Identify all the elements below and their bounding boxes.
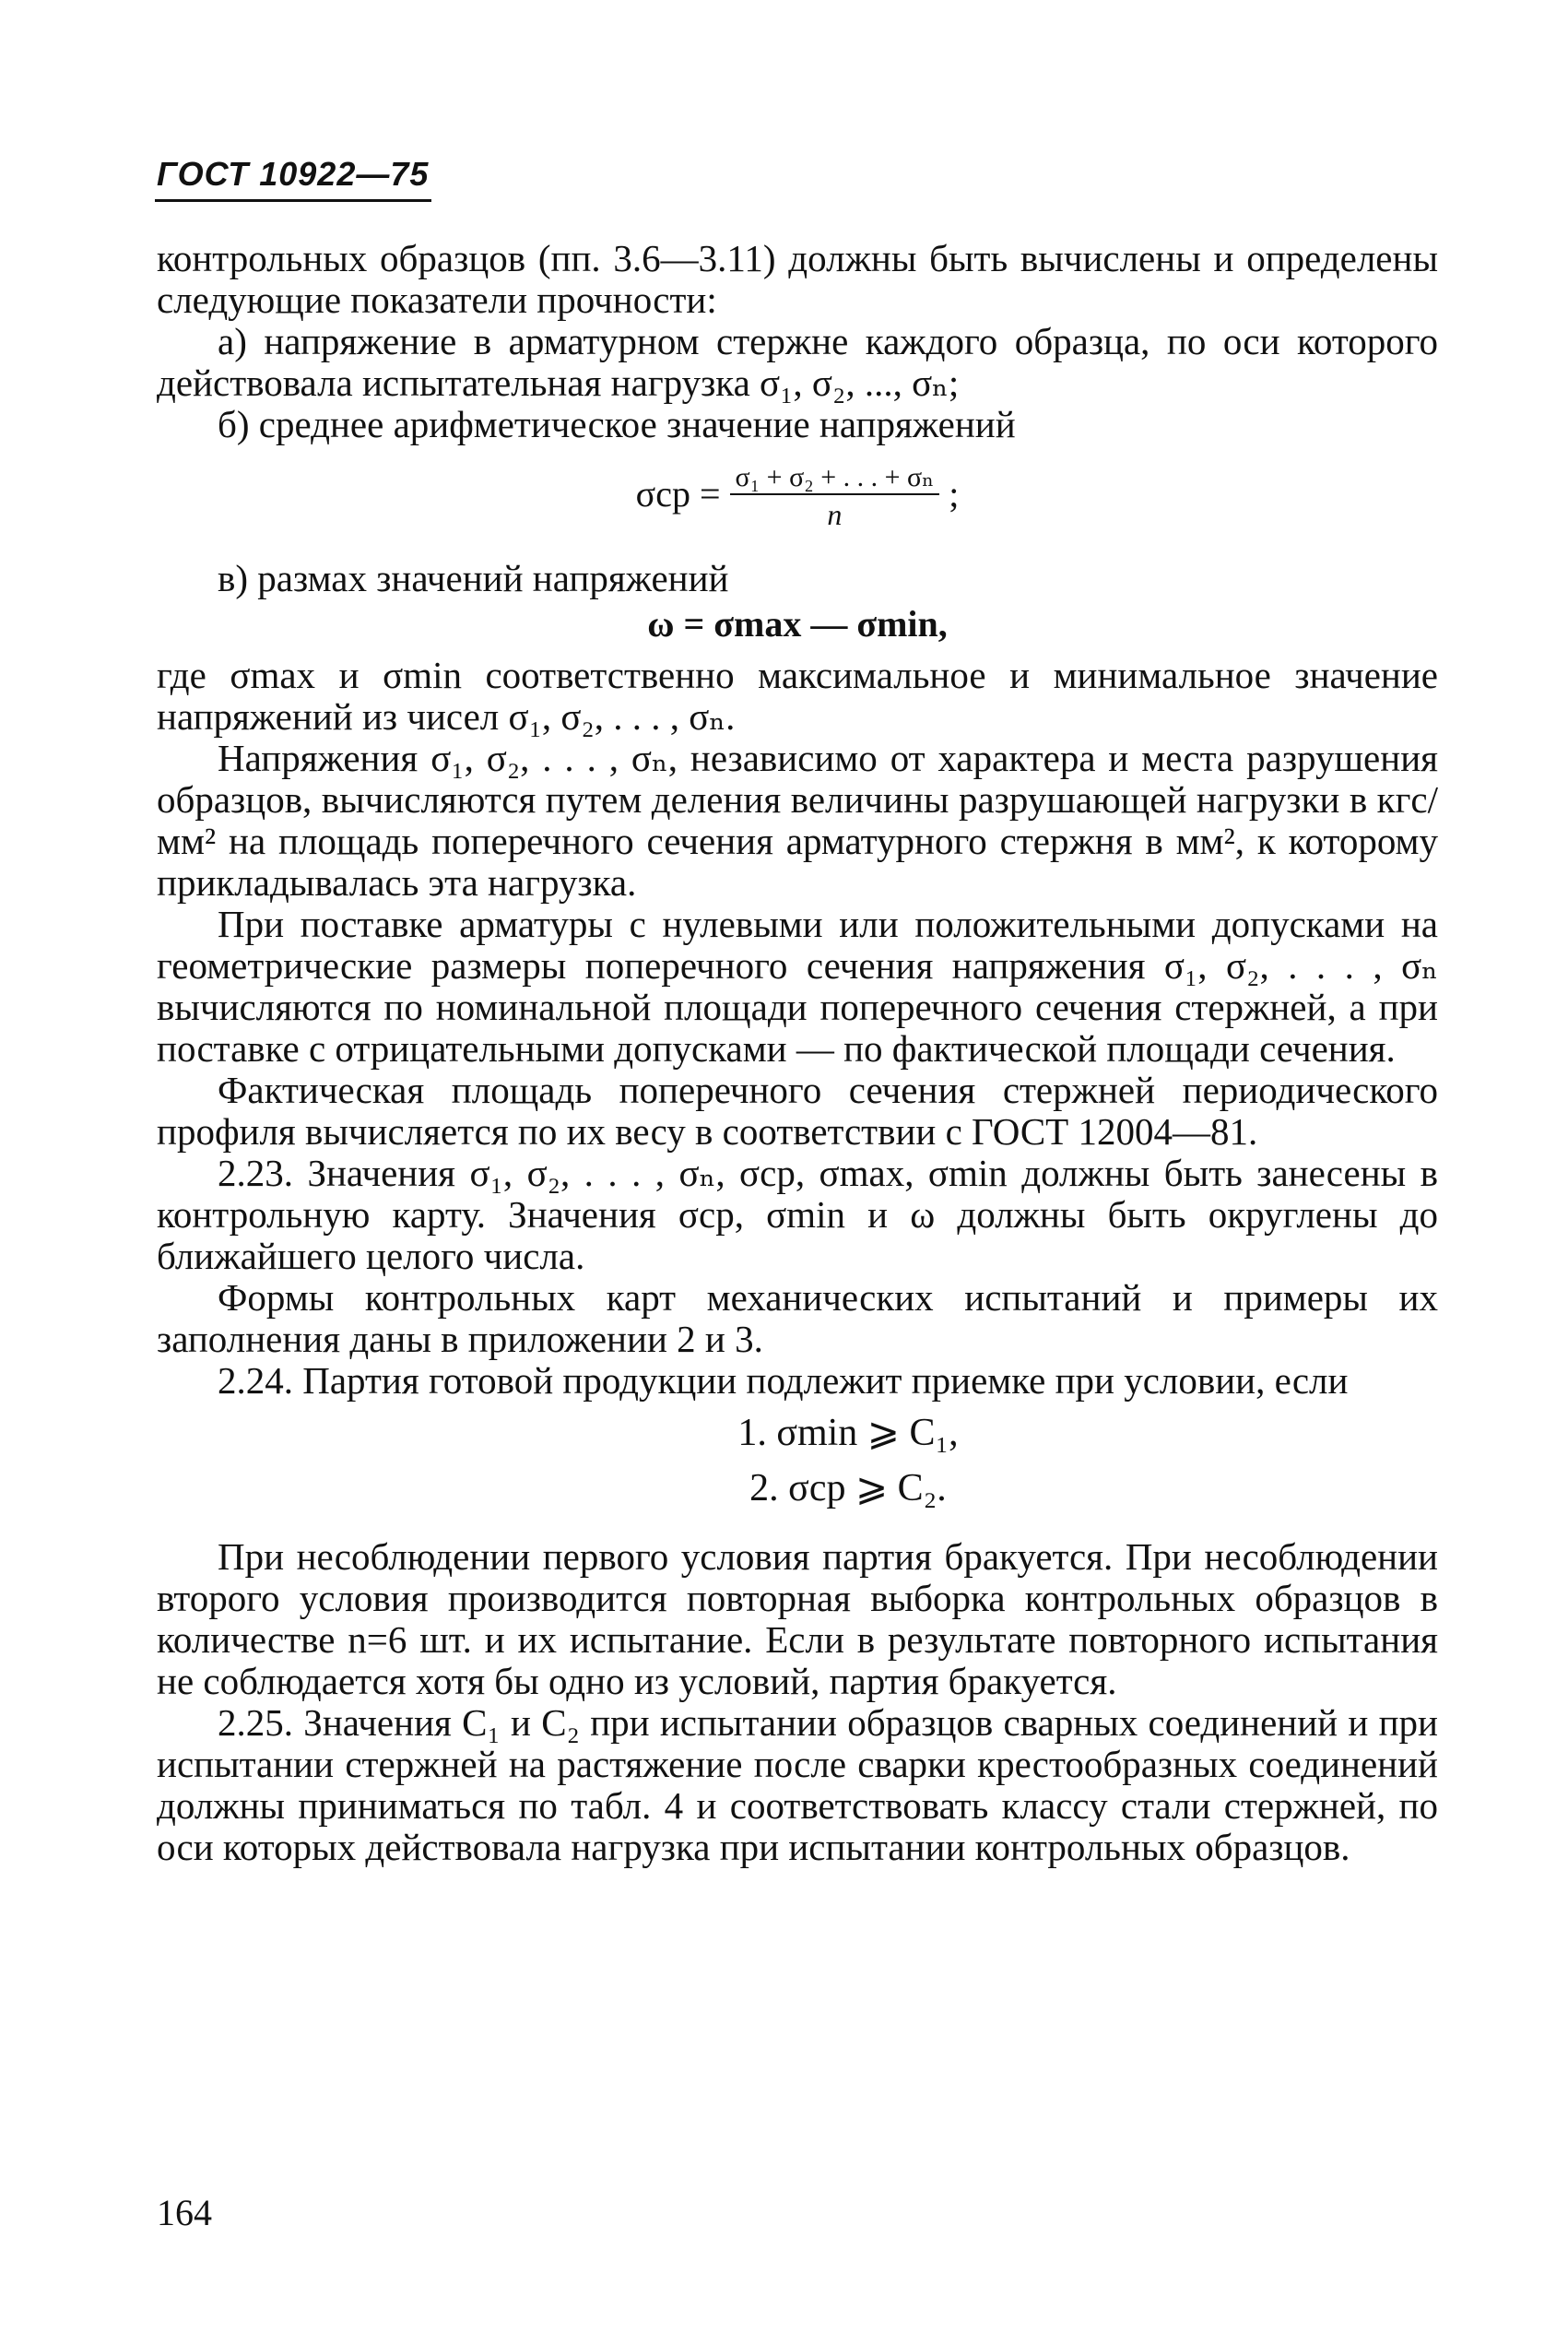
condition-1: 1. σmin ⩾ C₁, bbox=[737, 1412, 959, 1454]
condition-2: 2. σср ⩾ C₂. bbox=[749, 1467, 947, 1509]
formula-mean-stress bbox=[157, 462, 1438, 534]
formula-denominator: n bbox=[827, 498, 843, 531]
header-rule bbox=[155, 199, 431, 202]
paragraph: в) размах значений напряжений bbox=[218, 557, 729, 599]
paragraph: а) напряжение в арматурном стержне каждого образца, по оси которого действовала испытательная нагрузка σ₁, σ₂, ..., σₙ; bbox=[157, 320, 1438, 404]
paragraph: б) среднее арифметическое значение напряжений bbox=[218, 403, 1016, 445]
formula-fraction bbox=[730, 462, 940, 534]
page-number: 164 bbox=[157, 2192, 212, 2233]
formula-end: ; bbox=[949, 473, 960, 515]
paragraph: 2.23. Значения σ₁, σ₂, . . . , σₙ, σср, σmax, σmin должны быть занесены в контрольную карту. Значения σср, σmin и ω должны быть округлены до ближайшего целого числа. bbox=[157, 1152, 1439, 1277]
formula-lhs: σср = bbox=[635, 473, 721, 515]
paragraph: При несоблюдении первого условия партия бракуется. При несоблюдении второго условия производится повторная выборка контрольных образцов в количестве n=6 шт. и их испытание. Если в результате повторного испытания не соблюдается хотя бы одно из условий, партия бракуется. bbox=[157, 1535, 1438, 1702]
formula-range: ω = σmax — σmin, bbox=[647, 603, 948, 645]
acceptance-conditions bbox=[157, 1405, 1438, 1516]
paragraph: Напряжения σ₁, σ₂, . . . , σₙ, независимо от характера и места разрушения образцов, вычисляются путем деления величины разрушающей нагрузки в кгс/мм² на площадь поперечного сечения арматурного стержня в мм², к которому прикладывалась эта нагрузка. bbox=[157, 737, 1438, 904]
paragraph: Фактическая площадь поперечного сечения стержней периодического профиля вычисляется по их весу в соответствии с ГОСТ 12004—81. bbox=[157, 1069, 1438, 1153]
paragraph: 2.25. Значения C₁ и C₂ при испытании образцов сварных соединений и при испытании стержней на растяжение после сварки крестообразных соединений должны приниматься по табл. 4 и соответствовать классу стали стержней, по оси которых действовала нагрузка при испытании контрольных образцов. bbox=[157, 1701, 1438, 1868]
paragraph: где σmax и σmin соответственно максимальное и минимальное значение напряжений из чисел σ₁, σ₂, . . . , σₙ. bbox=[157, 654, 1438, 738]
document-header: ГОСТ 10922—75 bbox=[157, 155, 430, 193]
paragraph: Формы контрольных карт механических испытаний и примеры их заполнения даны в приложении 2 и 3. bbox=[157, 1276, 1438, 1360]
formula-numerator: σ₁ + σ₂ + . . . + σₙ bbox=[730, 462, 940, 495]
paragraph: При поставке арматуры с нулевыми или положительными допусками на геометрические размеры поперечного сечения напряжения σ₁, σ₂, . . . , σₙ вычисляются по номинальной площади поперечного сечения стержней, а при поставке с отрицательными допусками — по фактической площади сечения. bbox=[157, 903, 1438, 1070]
paragraph: контрольных образцов (пп. 3.6—3.11) должны быть вычислены и определены следующие показатели прочности: bbox=[157, 237, 1438, 321]
document-body bbox=[157, 238, 1438, 1868]
paragraph: 2.24. Партия готовой продукции подлежит приемке при условии, если bbox=[218, 1359, 1349, 1402]
